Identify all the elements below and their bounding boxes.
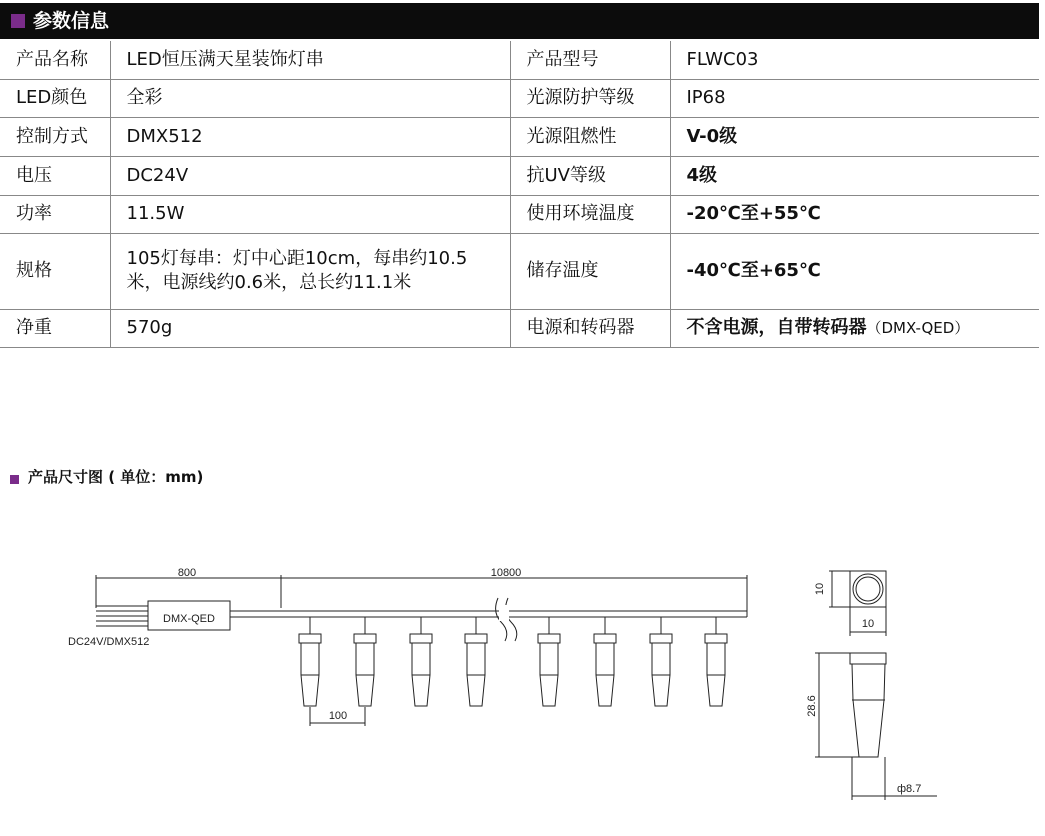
table-row (0, 117, 1039, 156)
section-square-marker (10, 475, 19, 484)
spec-value: DMX512 (110, 117, 510, 156)
spec-value: IP68 (670, 79, 1039, 117)
table-row (0, 156, 1039, 195)
lamp-cap (354, 634, 376, 643)
spec-label: 产品型号 (510, 41, 670, 79)
spec-value: 4级 (670, 156, 1039, 195)
input-label: DC24V/DMX512 (68, 636, 150, 648)
spec-label: 规格 (0, 233, 110, 309)
spec-label: 净重 (0, 309, 110, 347)
dim-label-10-vertical: 10 (814, 582, 826, 596)
spec-value: 570g (110, 309, 510, 347)
table-row (0, 79, 1039, 117)
lamp-cap (650, 634, 672, 643)
spec-label: 使用环境温度 (510, 195, 670, 233)
lamp-top-view (850, 571, 886, 607)
spec-label: 光源阻燃性 (510, 117, 670, 156)
table-row (0, 41, 1039, 79)
dim-label-10800: 10800 (490, 567, 522, 579)
spec-label: 储存温度 (510, 233, 670, 309)
lamp-cap (465, 634, 487, 643)
section-header-bar (0, 3, 1039, 39)
spec-value: DC24V (110, 156, 510, 195)
lamp-group (299, 617, 727, 706)
spec-value: -20℃至+55℃ (670, 195, 1039, 233)
lamp-top-inner-circle (856, 577, 880, 601)
spec-value: FLWC03 (670, 41, 1039, 79)
table-row (0, 309, 1039, 347)
dim-label-28-6: 28.6 (806, 695, 818, 717)
spec-value: -40℃至+65℃ (670, 233, 1039, 309)
dimension-section-title: 产品尺寸图 ( 单位：mm) (28, 468, 204, 486)
spec-value: 全彩 (110, 79, 510, 117)
spec-value: LED恒压满天星装饰灯串 (110, 41, 510, 79)
spec-value-main: 不含电源，自带转码器 (686, 317, 867, 338)
spec-label: 光源防护等级 (510, 79, 670, 117)
spec-table (0, 41, 1039, 348)
section-title-params: 参数信息 (33, 10, 110, 32)
spec-label: 产品名称 (0, 41, 110, 79)
dim-label-800: 800 (177, 567, 197, 579)
spec-value-line: 米，电源线约0.6米，总长约11.1米 (126, 272, 412, 293)
spec-label: 电源和转码器 (510, 309, 670, 347)
dim-label-100: 100 (328, 710, 348, 722)
lamp-top-outer-circle (853, 574, 883, 604)
spec-label: 控制方式 (0, 117, 110, 156)
spec-value-note: （DMX-QED） (866, 319, 970, 337)
dim-label-10-horizontal: 10 (861, 618, 875, 630)
lamp-cap (594, 634, 616, 643)
spec-value-multiline (110, 233, 510, 309)
lamp-cap (538, 634, 560, 643)
spec-label: 功率 (0, 195, 110, 233)
table-row (0, 195, 1039, 233)
spec-value: V-0级 (670, 117, 1039, 156)
lamp-cap (410, 634, 432, 643)
spec-value-line: 105灯每串：灯中心距10cm，每串约10.5 (126, 248, 468, 269)
spec-label: LED颜色 (0, 79, 110, 117)
lamp-side-cap (850, 653, 886, 664)
spec-label: 抗UV等级 (510, 156, 670, 195)
dimension-drawing (0, 540, 1045, 836)
dim-label-phi: ф8.7 (897, 783, 922, 795)
lamp-cap (299, 634, 321, 643)
spec-value: 11.5W (110, 195, 510, 233)
lamp-cap (705, 634, 727, 643)
break-gap (499, 605, 509, 621)
header-square-marker (11, 14, 25, 28)
spec-value (670, 309, 1039, 347)
table-row (0, 233, 1039, 309)
lamp-side-body (852, 664, 885, 757)
controller-label: DMX-QED (163, 613, 215, 625)
spec-label: 电压 (0, 156, 110, 195)
